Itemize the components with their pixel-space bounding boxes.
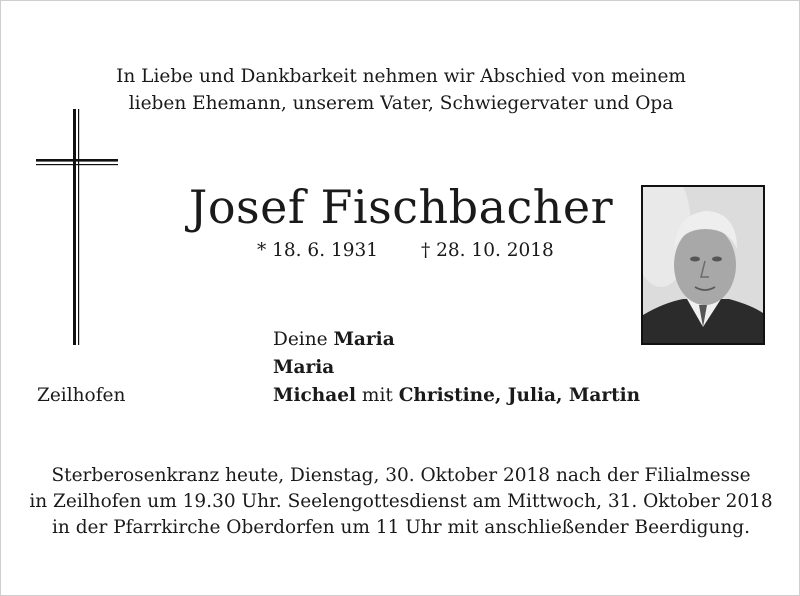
notice-line-3: in der Pfarrkirche Oberdorfen um 11 Uhr mit anschließender Beerdigung. bbox=[51, 517, 750, 538]
notice-line-2: in Zeilhofen um 19.30 Uhr. Seelengottesdienst am Mittwoch, 31. Oktober 2018 bbox=[29, 491, 773, 512]
birth-date: * 18. 6. 1931 bbox=[257, 240, 379, 261]
family-prefix: Deine bbox=[273, 329, 328, 350]
place-name: Zeilhofen bbox=[37, 385, 126, 406]
family-member: Michael bbox=[273, 385, 357, 406]
notice-line-1: Sterberosenkranz heute, Dienstag, 30. Oktober 2018 nach der Filialmesse bbox=[51, 465, 751, 486]
death-date: † 28. 10. 2018 bbox=[421, 240, 554, 261]
family-line-3 bbox=[273, 382, 640, 410]
family-member: Maria bbox=[273, 357, 335, 378]
family-members: Christine, Julia, Martin bbox=[398, 385, 641, 406]
cross-icon bbox=[36, 109, 120, 347]
funeral-notice bbox=[1, 463, 800, 541]
family-connector: mit bbox=[361, 385, 393, 406]
family-member: Maria bbox=[333, 329, 395, 350]
portrait-photo bbox=[641, 185, 765, 345]
family-list bbox=[273, 326, 640, 410]
family-line-2 bbox=[273, 354, 640, 382]
intro-text bbox=[1, 63, 800, 117]
deceased-name: Josef Fischbacher bbox=[188, 180, 614, 234]
family-line-1 bbox=[273, 326, 640, 354]
intro-line-2: lieben Ehemann, unserem Vater, Schwiegervater und Opa bbox=[128, 93, 674, 114]
intro-line-1: In Liebe und Dankbarkeit nehmen wir Abschied von meinem bbox=[116, 66, 686, 87]
